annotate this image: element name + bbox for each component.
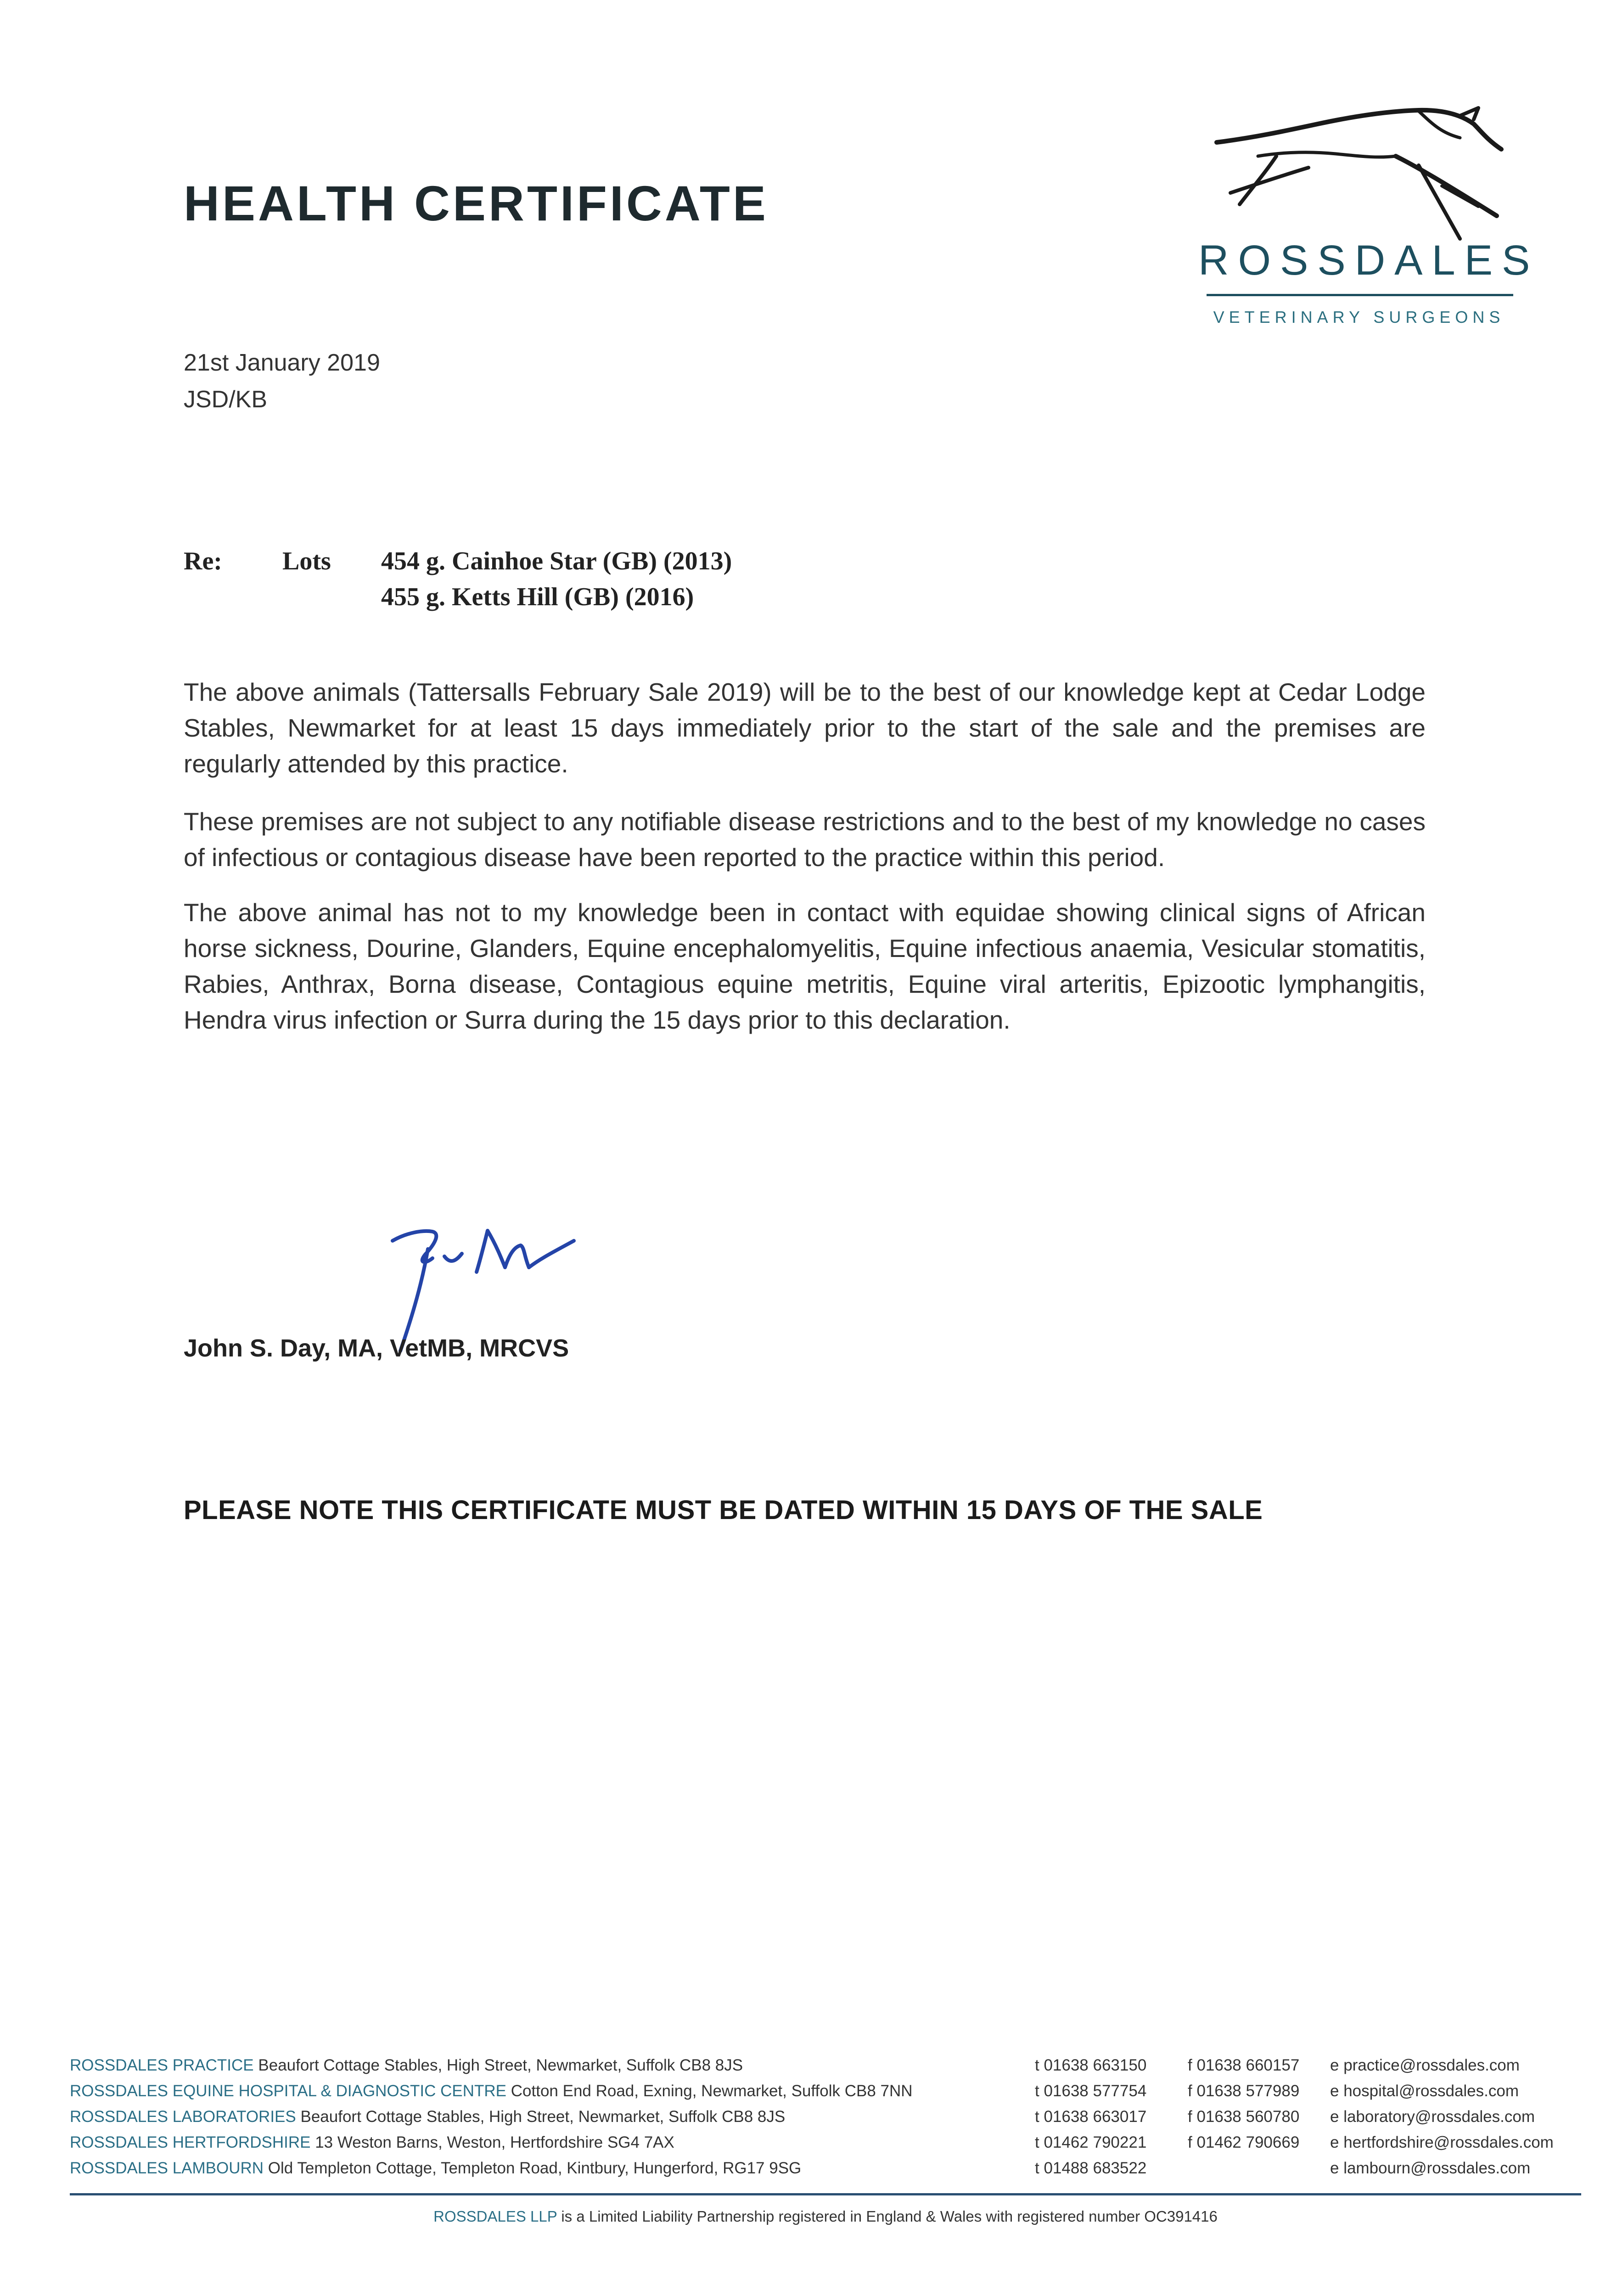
footer-legal bbox=[70, 2208, 1581, 2225]
office-fax: f 01638 577989 bbox=[1188, 2082, 1300, 2100]
brand-name: ROSSDALES bbox=[1198, 237, 1539, 284]
body-paragraph: These premises are not subject to any notifiable disease restrictions and to the best of my knowledge no cases of infectious or contagious disease have been reported to the practice within this period. bbox=[184, 807, 1426, 872]
page-title: HEALTH CERTIFICATE bbox=[184, 175, 769, 231]
notice: PLEASE NOTE THIS CERTIFICATE MUST BE DATED WITHIN 15 DAYS OF THE SALE bbox=[184, 1495, 1263, 1525]
office-email: e practice@rossdales.com bbox=[1330, 2056, 1520, 2074]
office-address: Beaufort Cottage Stables, High Street, Newmarket, Suffolk CB8 8JS bbox=[258, 2056, 743, 2074]
footer-office-row bbox=[70, 2082, 1566, 2108]
office-telephone: t 01638 663017 bbox=[1035, 2108, 1147, 2126]
office-fax: f 01638 560780 bbox=[1188, 2108, 1300, 2126]
body-paragraph: The above animals (Tattersalls February Sale 2019) will be to the best of our knowledge kept at Cedar Lodge Stables, Newmarket for at least 15 days immediately prior to the start of the sale and the premises are regularly attended by this practice. bbox=[184, 678, 1426, 778]
body-paragraph: The above animal has not to my knowledge been in contact with equidae showing clinical signs of African horse sickness, Dourine, Glanders, Equine encephalomyelitis, Equine infectious anaemia, Vesicular stomatitis, Rabies, Anthrax, Borna disease, Contagious equine metritis, Equine viral arteritis, Epizootic lymphangitis, Hendra virus infection or Surra during the 15 days prior to this declaration. bbox=[184, 898, 1426, 1034]
footer-office-row bbox=[70, 2133, 1566, 2159]
office-email: e hertfordshire@rossdales.com bbox=[1330, 2133, 1554, 2151]
office-address: 13 Weston Barns, Weston, Hertfordshire SG4 7AX bbox=[315, 2133, 674, 2151]
footer-office-row bbox=[70, 2056, 1566, 2082]
office-fax: f 01638 660157 bbox=[1188, 2056, 1300, 2074]
brand-subtitle: VETERINARY SURGEONS bbox=[1213, 308, 1505, 326]
footer-divider bbox=[70, 2193, 1581, 2195]
office-name: ROSSDALES HERTFORDSHIRE bbox=[70, 2133, 311, 2151]
office-address: Beaufort Cottage Stables, High Street, Newmarket, Suffolk CB8 8JS bbox=[300, 2108, 786, 2126]
legal-text: is a Limited Liability Partnership registered in England & Wales with registered number OC391416 bbox=[561, 2208, 1218, 2225]
document-date: 21st January 2019 bbox=[184, 349, 380, 376]
legal-organisation: ROSSDALES LLP bbox=[433, 2208, 557, 2225]
office-fax: f 01462 790669 bbox=[1188, 2133, 1300, 2151]
lots-label: Lots bbox=[282, 547, 331, 575]
office-address: Old Templeton Cottage, Templeton Road, Kintbury, Hungerford, RG17 9SG bbox=[268, 2159, 802, 2177]
galloping-horse-icon bbox=[1203, 106, 1515, 248]
office-name: ROSSDALES LAMBOURN bbox=[70, 2159, 264, 2177]
lot-line: 455 g. Ketts Hill (GB) (2016) bbox=[381, 583, 694, 611]
office-name: ROSSDALES LABORATORIES bbox=[70, 2108, 296, 2126]
office-telephone: t 01638 577754 bbox=[1035, 2082, 1147, 2100]
office-telephone: t 01638 663150 bbox=[1035, 2056, 1147, 2074]
footer-office-row bbox=[70, 2108, 1566, 2133]
brand-divider bbox=[1207, 294, 1513, 296]
office-name: ROSSDALES PRACTICE bbox=[70, 2056, 254, 2074]
office-email: e hospital@rossdales.com bbox=[1330, 2082, 1519, 2100]
office-telephone: t 01488 683522 bbox=[1035, 2159, 1147, 2177]
document-reference: JSD/KB bbox=[184, 386, 268, 413]
lot-line: 454 g. Cainhoe Star (GB) (2013) bbox=[381, 547, 732, 575]
signatory-name: John S. Day, MA, VetMB, MRCVS bbox=[184, 1334, 569, 1362]
office-email: e lambourn@rossdales.com bbox=[1330, 2159, 1531, 2177]
office-email: e laboratory@rossdales.com bbox=[1330, 2108, 1535, 2126]
re-label: Re: bbox=[184, 547, 222, 575]
office-address: Cotton End Road, Exning, Newmarket, Suffolk CB8 7NN bbox=[511, 2082, 913, 2100]
office-name: ROSSDALES EQUINE HOSPITAL & DIAGNOSTIC CENTRE bbox=[70, 2082, 507, 2100]
office-telephone: t 01462 790221 bbox=[1035, 2133, 1147, 2151]
footer-office-row bbox=[70, 2159, 1566, 2185]
